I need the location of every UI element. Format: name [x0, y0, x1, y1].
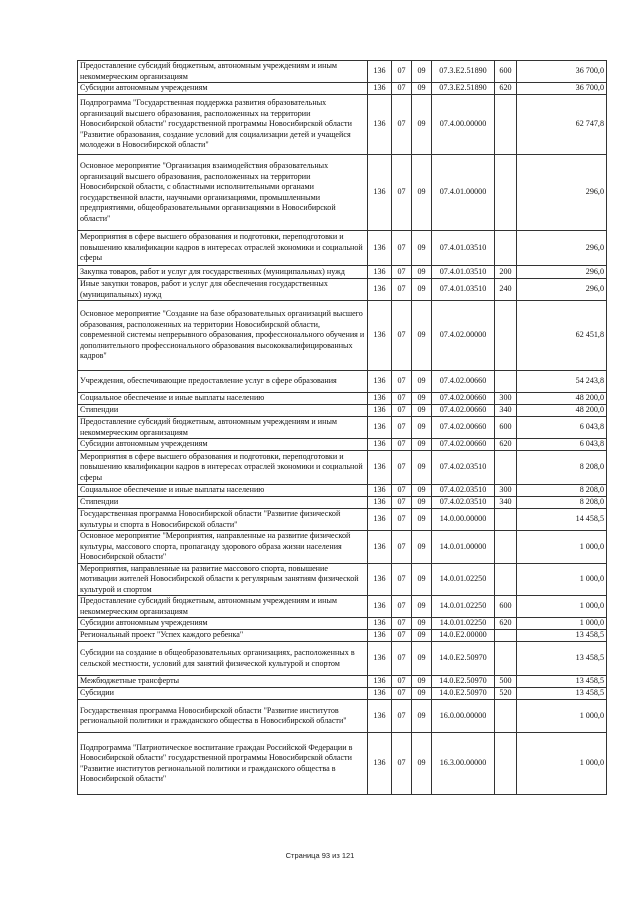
row-section: 07: [392, 451, 412, 485]
row-sum: 36 700,0: [517, 83, 607, 95]
row-section: 07: [392, 485, 412, 497]
row-grbs: 136: [368, 596, 392, 618]
row-name: Субсидии автономным учреждениям: [78, 83, 368, 95]
row-sum: 36 700,0: [517, 61, 607, 83]
row-expense-type: [495, 231, 517, 266]
table-row: [78, 618, 607, 630]
row-subsection: 09: [412, 700, 432, 733]
row-subsection: 09: [412, 266, 432, 279]
row-expense-type: [495, 642, 517, 676]
row-sum: 13 458,5: [517, 630, 607, 642]
row-target-code: 16.0.00.00000: [432, 700, 495, 733]
row-grbs: 136: [368, 439, 392, 451]
table-row: [78, 733, 607, 795]
row-subsection: 09: [412, 596, 432, 618]
row-target-code: 07.4.02.00660: [432, 417, 495, 439]
row-target-code: 16.3.00.00000: [432, 733, 495, 795]
row-subsection: 09: [412, 301, 432, 371]
row-name: Предоставление субсидий бюджетным, автономным учреждениям и иным некоммерческим организациям: [78, 61, 368, 83]
row-section: 07: [392, 371, 412, 393]
row-subsection: 09: [412, 393, 432, 405]
table-row: [78, 451, 607, 485]
row-grbs: 136: [368, 231, 392, 266]
row-name: Основное мероприятие "Создание на базе образовательных организаций высшего образования, расположенных на территории Новосибирской области, современной системы непрерывного образования, профессионального обучения и дополнительного профессионального образования высококвалифицированных кадров": [78, 301, 368, 371]
row-expense-type: 340: [495, 497, 517, 509]
row-section: 07: [392, 301, 412, 371]
row-name: Подпрограмма "Патриотическое воспитание граждан Российской Федерации в Новосибирской области" государственной программы Новосибирской области "Развитие институтов региональной политики и гражданского общества в Новосибирской области": [78, 733, 368, 795]
row-name: Мероприятия в сфере высшего образования и подготовки, переподготовки и повышению квалификации кадров в интересах отраслей экономики и социальной сферы: [78, 231, 368, 266]
row-section: 07: [392, 630, 412, 642]
row-expense-type: [495, 155, 517, 231]
row-name: Региональный проект "Успех каждого ребенка": [78, 630, 368, 642]
row-sum: 8 208,0: [517, 485, 607, 497]
row-subsection: 09: [412, 279, 432, 301]
row-sum: 48 200,0: [517, 405, 607, 417]
row-name: Основное мероприятие "Мероприятия, направленные на развитие физической культуры, массового спорта, пропаганду здорового образа жизни населения Новосибирской области": [78, 531, 368, 564]
row-sum: 8 208,0: [517, 497, 607, 509]
row-target-code: 07.4.01.00000: [432, 155, 495, 231]
row-grbs: 136: [368, 266, 392, 279]
row-name: Социальное обеспечение и иные выплаты населению: [78, 393, 368, 405]
row-expense-type: [495, 630, 517, 642]
row-grbs: 136: [368, 509, 392, 531]
row-expense-type: 600: [495, 596, 517, 618]
row-expense-type: 300: [495, 393, 517, 405]
row-expense-type: 620: [495, 618, 517, 630]
table-row: [78, 485, 607, 497]
row-section: 07: [392, 279, 412, 301]
row-expense-type: 340: [495, 405, 517, 417]
table-row: [78, 279, 607, 301]
row-subsection: 09: [412, 95, 432, 155]
row-sum: 6 043,8: [517, 417, 607, 439]
table-row: [78, 531, 607, 564]
row-section: 07: [392, 405, 412, 417]
row-target-code: 14.0.01.02250: [432, 618, 495, 630]
row-target-code: 07.4.02.00660: [432, 405, 495, 417]
row-sum: 48 200,0: [517, 393, 607, 405]
row-target-code: 14.0.E2.50970: [432, 676, 495, 688]
table-body: [78, 61, 607, 795]
row-target-code: 14.0.01.00000: [432, 531, 495, 564]
row-subsection: 09: [412, 231, 432, 266]
row-grbs: 136: [368, 618, 392, 630]
row-grbs: 136: [368, 497, 392, 509]
row-subsection: 09: [412, 61, 432, 83]
row-expense-type: [495, 509, 517, 531]
row-sum: 1 000,0: [517, 531, 607, 564]
row-expense-type: [495, 451, 517, 485]
row-grbs: 136: [368, 61, 392, 83]
table-row: [78, 301, 607, 371]
row-target-code: 14.0.E2.50970: [432, 688, 495, 700]
row-grbs: 136: [368, 83, 392, 95]
row-subsection: 09: [412, 676, 432, 688]
row-expense-type: 300: [495, 485, 517, 497]
table-row: [78, 266, 607, 279]
row-grbs: 136: [368, 733, 392, 795]
table-row: [78, 371, 607, 393]
row-section: 07: [392, 61, 412, 83]
row-name: Стипендии: [78, 497, 368, 509]
table-row: [78, 95, 607, 155]
row-subsection: 09: [412, 485, 432, 497]
row-target-code: 07.4.02.03510: [432, 497, 495, 509]
row-subsection: 09: [412, 630, 432, 642]
row-target-code: 07.4.00.00000: [432, 95, 495, 155]
row-name: Стипендии: [78, 405, 368, 417]
row-subsection: 09: [412, 563, 432, 596]
row-name: Государственная программа Новосибирской области "Развитие физической культуры и спорта в Новосибирской области": [78, 509, 368, 531]
row-target-code: 07.4.02.00660: [432, 371, 495, 393]
row-sum: 6 043,8: [517, 439, 607, 451]
row-grbs: 136: [368, 676, 392, 688]
table-row: [78, 596, 607, 618]
row-section: 07: [392, 531, 412, 564]
table-row: [78, 61, 607, 83]
row-expense-type: [495, 371, 517, 393]
row-target-code: 07.3.E2.51890: [432, 61, 495, 83]
table-row: [78, 563, 607, 596]
row-grbs: 136: [368, 279, 392, 301]
table-row: [78, 497, 607, 509]
row-name: Мероприятия в сфере высшего образования и подготовки, переподготовки и повышению квалификации кадров в интересах отраслей экономики и социальной сферы: [78, 451, 368, 485]
row-sum: 14 458,5: [517, 509, 607, 531]
table-row: [78, 688, 607, 700]
row-grbs: 136: [368, 393, 392, 405]
row-section: 07: [392, 155, 412, 231]
row-subsection: 09: [412, 439, 432, 451]
row-sum: 296,0: [517, 266, 607, 279]
row-sum: 62 451,8: [517, 301, 607, 371]
row-name: Государственная программа Новосибирской области "Развитие институтов региональной политики и гражданского общества в Новосибирской области": [78, 700, 368, 733]
table-row: [78, 155, 607, 231]
row-target-code: 14.0.01.02250: [432, 596, 495, 618]
row-expense-type: 600: [495, 417, 517, 439]
row-subsection: 09: [412, 155, 432, 231]
row-expense-type: 520: [495, 688, 517, 700]
row-sum: 13 458,5: [517, 688, 607, 700]
row-grbs: 136: [368, 405, 392, 417]
row-target-code: 14.0.00.00000: [432, 509, 495, 531]
row-subsection: 09: [412, 405, 432, 417]
row-sum: 8 208,0: [517, 451, 607, 485]
row-grbs: 136: [368, 642, 392, 676]
row-sum: 296,0: [517, 279, 607, 301]
row-name: Субсидии: [78, 688, 368, 700]
row-section: 07: [392, 417, 412, 439]
row-target-code: 14.0.01.02250: [432, 563, 495, 596]
row-grbs: 136: [368, 700, 392, 733]
row-sum: 1 000,0: [517, 596, 607, 618]
row-section: 07: [392, 688, 412, 700]
row-name: Предоставление субсидий бюджетным, автономным учреждениям и иным некоммерческим организациям: [78, 417, 368, 439]
row-target-code: 07.4.02.00000: [432, 301, 495, 371]
row-expense-type: 500: [495, 676, 517, 688]
row-section: 07: [392, 642, 412, 676]
table-row: [78, 439, 607, 451]
row-sum: 1 000,0: [517, 618, 607, 630]
row-name: Предоставление субсидий бюджетным, автономным учреждениям и иным некоммерческим организациям: [78, 596, 368, 618]
row-section: 07: [392, 618, 412, 630]
row-subsection: 09: [412, 497, 432, 509]
row-section: 07: [392, 83, 412, 95]
row-name: Учреждения, обеспечивающие предоставление услуг в сфере образования: [78, 371, 368, 393]
row-section: 07: [392, 266, 412, 279]
row-subsection: 09: [412, 371, 432, 393]
row-expense-type: [495, 531, 517, 564]
row-expense-type: 620: [495, 83, 517, 95]
row-name: Социальное обеспечение и иные выплаты населению: [78, 485, 368, 497]
row-subsection: 09: [412, 417, 432, 439]
row-grbs: 136: [368, 371, 392, 393]
budget-table: [77, 60, 607, 795]
row-expense-type: [495, 563, 517, 596]
table-row: [78, 630, 607, 642]
row-sum: 13 458,5: [517, 676, 607, 688]
row-expense-type: [495, 700, 517, 733]
row-grbs: 136: [368, 155, 392, 231]
row-subsection: 09: [412, 688, 432, 700]
table-row: [78, 83, 607, 95]
row-grbs: 136: [368, 485, 392, 497]
row-subsection: 09: [412, 531, 432, 564]
row-expense-type: 200: [495, 266, 517, 279]
row-section: 07: [392, 439, 412, 451]
row-subsection: 09: [412, 509, 432, 531]
row-sum: 1 000,0: [517, 733, 607, 795]
table-row: [78, 676, 607, 688]
row-name: Субсидии автономным учреждениям: [78, 439, 368, 451]
row-expense-type: 620: [495, 439, 517, 451]
table-row: [78, 231, 607, 266]
row-grbs: 136: [368, 451, 392, 485]
row-sum: 296,0: [517, 155, 607, 231]
row-expense-type: 240: [495, 279, 517, 301]
table-row: [78, 417, 607, 439]
table-row: [78, 509, 607, 531]
row-target-code: 07.4.02.03510: [432, 485, 495, 497]
row-name: Закупка товаров, работ и услуг для государственных (муниципальных) нужд: [78, 266, 368, 279]
row-grbs: 136: [368, 417, 392, 439]
row-grbs: 136: [368, 563, 392, 596]
row-target-code: 14.0.E2.50970: [432, 642, 495, 676]
table-row: [78, 700, 607, 733]
row-name: Мероприятия, направленные на развитие массового спорта, повышение мотивации жителей Новосибирской области к регулярным занятиям физической культурой и спортом: [78, 563, 368, 596]
row-target-code: 07.4.02.00660: [432, 393, 495, 405]
row-sum: 54 243,8: [517, 371, 607, 393]
row-expense-type: [495, 301, 517, 371]
row-grbs: 136: [368, 301, 392, 371]
row-subsection: 09: [412, 733, 432, 795]
row-subsection: 09: [412, 83, 432, 95]
row-subsection: 09: [412, 451, 432, 485]
row-section: 07: [392, 596, 412, 618]
row-sum: 13 458,5: [517, 642, 607, 676]
row-expense-type: [495, 95, 517, 155]
row-target-code: 07.4.01.03510: [432, 279, 495, 301]
row-name: Субсидии на создание в общеобразовательных организациях, расположенных в сельской местности, условий для занятий физической культурой и спортом: [78, 642, 368, 676]
row-target-code: 07.4.02.00660: [432, 439, 495, 451]
row-section: 07: [392, 231, 412, 266]
row-grbs: 136: [368, 688, 392, 700]
row-name: Подпрограмма "Государственная поддержка развития образовательных организаций высшего образования, расположенных на территории Новосибирской области" государственной программы Новосибирской области "Развитие образования, создание условий для социализации детей и учащейся молодежи в Новосибирской области": [78, 95, 368, 155]
table-row: [78, 642, 607, 676]
row-name: Межбюджетные трансферты: [78, 676, 368, 688]
row-expense-type: 600: [495, 61, 517, 83]
row-target-code: 07.4.01.03510: [432, 266, 495, 279]
row-section: 07: [392, 393, 412, 405]
row-grbs: 136: [368, 630, 392, 642]
row-section: 07: [392, 676, 412, 688]
row-section: 07: [392, 497, 412, 509]
row-expense-type: [495, 733, 517, 795]
row-grbs: 136: [368, 95, 392, 155]
row-sum: 296,0: [517, 231, 607, 266]
table-row: [78, 393, 607, 405]
row-target-code: 07.3.E2.51890: [432, 83, 495, 95]
page-footer: Страница 93 из 121: [285, 851, 355, 860]
row-subsection: 09: [412, 618, 432, 630]
row-sum: 1 000,0: [517, 563, 607, 596]
row-section: 07: [392, 95, 412, 155]
row-sum: 1 000,0: [517, 700, 607, 733]
row-grbs: 136: [368, 531, 392, 564]
table-row: [78, 405, 607, 417]
row-section: 07: [392, 509, 412, 531]
row-subsection: 09: [412, 642, 432, 676]
row-name: Иные закупки товаров, работ и услуг для обеспечения государственных (муниципальных) нужд: [78, 279, 368, 301]
row-sum: 62 747,8: [517, 95, 607, 155]
row-section: 07: [392, 563, 412, 596]
row-section: 07: [392, 733, 412, 795]
row-target-code: 07.4.02.03510: [432, 451, 495, 485]
row-name: Субсидии автономным учреждениям: [78, 618, 368, 630]
row-section: 07: [392, 700, 412, 733]
row-target-code: 07.4.01.03510: [432, 231, 495, 266]
row-target-code: 14.0.E2.00000: [432, 630, 495, 642]
row-name: Основное мероприятие "Организация взаимодействия образовательных организаций высшего образования, расположенных на территории Новосибирской области, с областными исполнительными органами государственной власти, научными организациями, промышленными предприятиями, общеобразовательными организациями в Новосибирской области": [78, 155, 368, 231]
